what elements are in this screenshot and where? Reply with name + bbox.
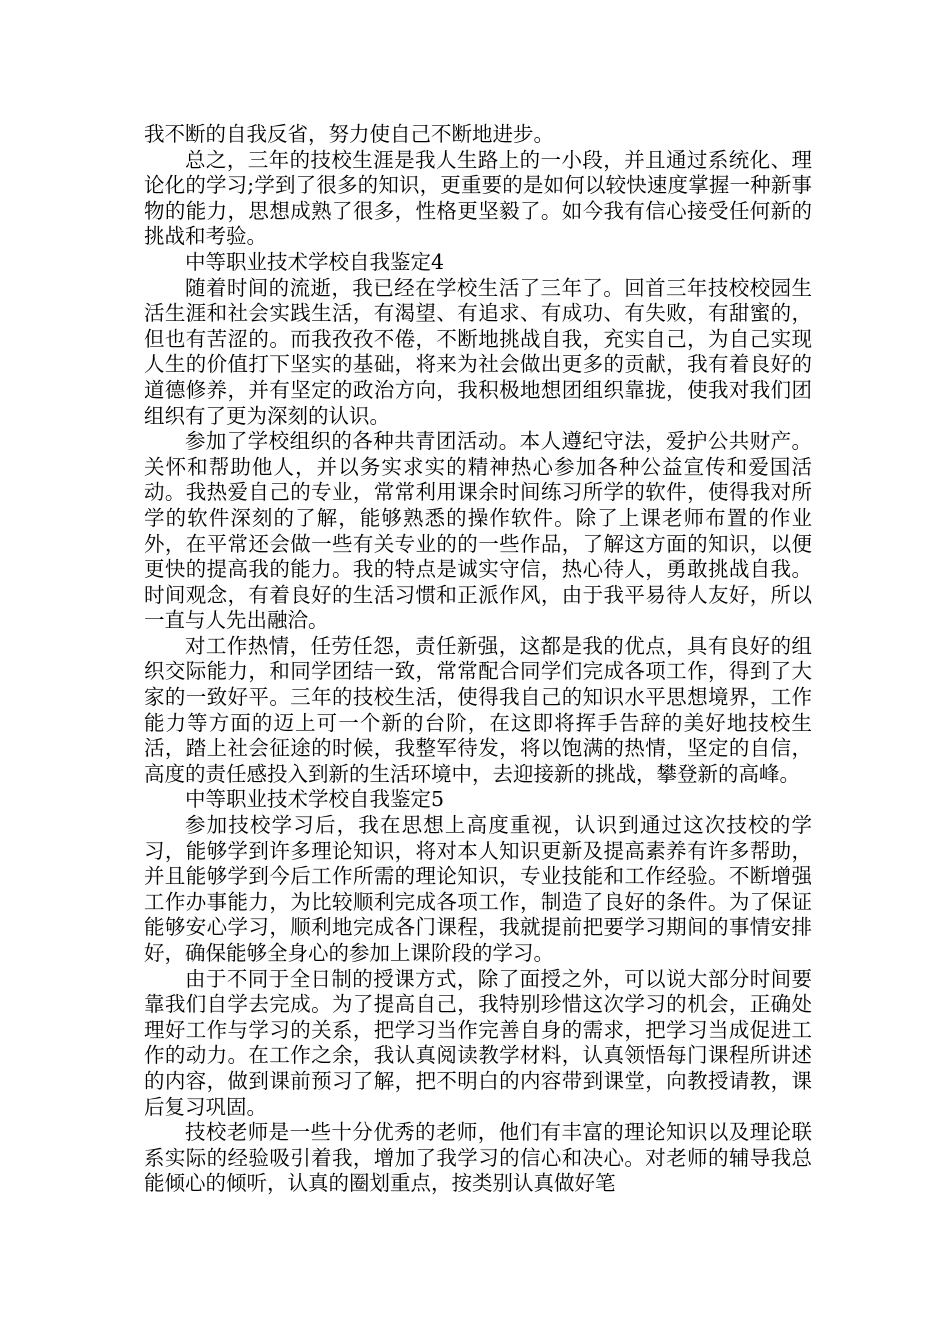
paragraph: 参加技校学习后，我在思想上高度重视，认识到通过这次技校的学习，能够学到许多理论知识，将对本人知识更新及提高素养有许多帮助，并且能够学到今后工作所需的理论知识，专业技能和工作经验。不断增强工作办事能力，为比较顺利完成各项工作，制造了良好的条件。为了保证能够安心学习，顺利地完成各门课程，我就提前把要学习期间的事情安排好，确保能够全身心的参加上课阶段的学习。 (144, 813, 812, 965)
section-heading-5: 中等职业技术学校自我鉴定5 (185, 787, 445, 812)
paragraph: 参加了学校组织的各种共青团活动。本人遵纪守法，爱护公共财产。关怀和帮助他人，并以务实求实的精神热心参加各种公益宣传和爱国活动。我热爱自己的专业，常常利用课余时间练习所学的软件，使得我对所学的软件深刻的了解，能够熟悉的操作软件。除了上课老师布置的作业外，在平常还会做一些有关专业的的一些作品，了解这方面的知识，以便更快的提高我的能力。我的特点是诚实守信，热心待人，勇敢挑战自我。时间观念，有着良好的生活习惯和正派作风，由于我平易待人友好，所以一直与人先出融洽。 (144, 429, 812, 633)
paragraph: 由于不同于全日制的授课方式，除了面授之外，可以说大部分时间要靠我们自学去完成。为了提高自己，我特别珍惜这次学习的机会，正确处理好工作与学习的关系，把学习当作完善自身的需求，把学习当成促进工作的动力。在工作之余，我认真阅读教学材料，认真领悟每门课程所讲述的内容，做到课前预习了解，把不明白的内容带到课堂，向教授请教，课后复习巩固。 (144, 966, 812, 1119)
paragraph-continued: 我不断的自我反省，努力使自己不断地进步。 (144, 122, 554, 146)
paragraph: 技校老师是一些十分优秀的老师，他们有丰富的理论知识以及理论联系实际的经验吸引着我，增加了我学习的信心和决心。对老师的辅导我总能倾心的倾听，认真的圈划重点，按类别认真做好笔 (144, 1120, 812, 1196)
paragraph: 随着时间的流逝，我已经在学校生活了三年了。回首三年技校校园生活生涯和社会实践生活，有渴望、有追求、有成功、有失败，有甜蜜的，但也有苦涩的。而我孜孜不倦，不断地挑战自我，充实自己，为自己实现人生的价值打下坚实的基础，将来为社会做出更多的贡献，我有着良好的道德修养，并有坚定的政治方向，我积极地想团组织靠拢，使我对我们团组织有了更为深刻的认识。 (144, 275, 812, 428)
paragraph-summary: 总之，三年的技校生涯是我人生路上的一小段，并且通过系统化、理论化的学习;学到了很多的知识，更重要的是如何以较快速度掌握一种新事物的能力，思想成熟了很多，性格更坚毅了。如今我有信心接受任何新的挑战和考验。 (144, 147, 812, 249)
section-heading-4: 中等职业技术学校自我鉴定4 (185, 249, 445, 274)
paragraph: 对工作热情，任劳任怨，责任新强，这都是我的优点，具有良好的组织交际能力，和同学团结一致，常常配合同学们完成各项工作，得到了大家的一致好平。三年的技校生活，使得我自己的知识水平思想境界，工作能力等方面的迈上可一个新的台阶，在这即将挥手告辞的美好地技校生活，踏上社会征途的时候，我整军待发，将以饱满的热情，坚定的自信，高度的责任感投入到新的生活环境中，去迎接新的挑战，攀登新的高峰。 (144, 633, 812, 786)
document-page (144, 122, 812, 1197)
